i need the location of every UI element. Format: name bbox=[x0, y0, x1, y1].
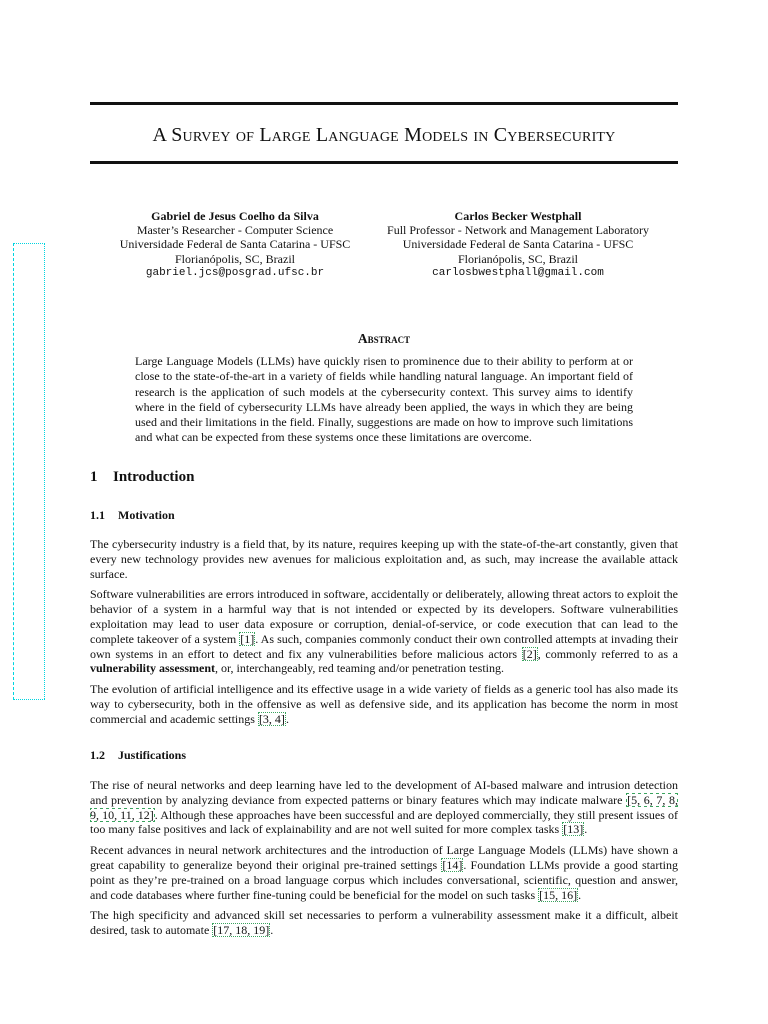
paragraph-text: Software vulnerabilities are errors introduced in software, accidentally or deliberately, allowing threat actors to exploit the behavior of a system in a harmful way that is not intended or expected by its developers. Software vulnerabilities exploitation may lead to user data exposure or corruption, denial-of-service, or code execution that can lead to the complete takeover of a system bbox=[90, 587, 678, 646]
author-location: Florianópolis, SC, Brazil bbox=[458, 251, 578, 266]
author-name: Carlos Becker Westphall bbox=[454, 209, 582, 223]
title-rule-bottom bbox=[90, 161, 678, 164]
abstract-text: Large Language Models (LLMs) have quickly risen to prominence due to their ability to perform at or close to the state-of-the-art in a variety of fields while handling natural language. An important field of research is the application of such models at the cybersecurity context. This survey aims to identify where in the field of cybersecurity LLMs have already been applied, the ways in which they are being used and their limitations in the field. Finally, suggestions are made on how to improve such limitations and what can be expected from these systems once these limitations are overcome. bbox=[135, 354, 633, 445]
author-role: Full Professor - Network and Management Laboratory bbox=[387, 223, 649, 238]
subsection-title: Motivation bbox=[118, 508, 175, 522]
subsection-number: 1.1 bbox=[90, 508, 105, 522]
abstract-body bbox=[135, 354, 633, 446]
citation-link[interactable]: [3, 4] bbox=[258, 711, 285, 726]
paragraph bbox=[90, 587, 678, 676]
citation-link[interactable]: [17, 18, 19] bbox=[213, 923, 270, 938]
author-block-2 bbox=[368, 209, 668, 280]
paragraph-text: Recent advances in neural network architectures and the introduction of Large Language Models (LLMs) have shown a great capability to generalize beyond their original pre-trained settings bbox=[90, 843, 678, 872]
citation-link[interactable]: [13] bbox=[563, 822, 584, 837]
paragraph-text: . bbox=[578, 887, 582, 902]
author-email[interactable]: gabriel.jcs@posgrad.ufsc.br bbox=[145, 266, 325, 279]
title-rule-top bbox=[90, 102, 678, 105]
paper-title: A Survey of Large Language Models in Cybersecurity bbox=[152, 124, 616, 146]
section-heading-introduction bbox=[90, 469, 194, 486]
bold-term: vulnerability assessment bbox=[90, 661, 216, 676]
author-affiliation: Universidade Federal de Santa Catarina - UFSC bbox=[119, 237, 351, 252]
paragraph-text: . bbox=[270, 923, 274, 938]
paragraph bbox=[90, 908, 678, 938]
paragraph-text: The evolution of artificial intelligence and its effective usage in a wide variety of fields as a generic tool has also made its way to cybersecurity, both in the offensive as well as defensive side, and its application has become the norm in most commercial and academic settings bbox=[90, 682, 678, 726]
paragraph-text: The high specificity and advanced skill set necessaries to perform a vulnerability assessment make it a difficult, albeit desired, task to automate bbox=[90, 908, 678, 938]
motivation-body bbox=[90, 537, 678, 727]
paragraph-text: . bbox=[285, 711, 289, 726]
citation-link[interactable]: [14] bbox=[442, 857, 463, 872]
justifications-body bbox=[90, 778, 678, 938]
paragraph-text: . Although these approaches have been successful and are deployed commercially, they still present issues of too many false positives and lack of explainability and are not well suited for more complex tasks bbox=[90, 807, 678, 837]
paragraph bbox=[90, 843, 678, 902]
citation-link[interactable]: [5, 6, 7, 8, 9, 10, 11, 12] bbox=[90, 792, 679, 822]
section-number: 1 bbox=[90, 469, 98, 485]
paragraph-text: . bbox=[584, 822, 588, 837]
subsection-title: Justifications bbox=[118, 748, 187, 762]
paragraph bbox=[90, 778, 678, 837]
abstract-heading: Abstract bbox=[357, 331, 411, 346]
paragraph-text: . As such, companies commonly conduct their own controlled attempts at invading their own systems in an effort to detect and fix any vulnerabilities before malicious actors bbox=[90, 631, 678, 661]
section-title: Introduction bbox=[113, 469, 195, 485]
paragraph bbox=[90, 537, 678, 581]
author-affiliation: Universidade Federal de Santa Catarina - UFSC bbox=[402, 237, 634, 252]
paragraph-text: The cybersecurity industry is a field that, by its nature, requires keeping up with the state-of-the-art constantly, given that every new technology provides new avenues for malicious exploitation and, as such, may increase the available attack surface. bbox=[90, 537, 678, 581]
author-location: Florianópolis, SC, Brazil bbox=[175, 251, 295, 266]
author-name: Gabriel de Jesus Coelho da Silva bbox=[151, 209, 319, 223]
paragraph-text: , commonly referred to as a bbox=[537, 646, 678, 661]
paragraph-text: , or, interchangeably, red teaming and/or penetration testing. bbox=[215, 661, 504, 676]
paragraph bbox=[90, 682, 678, 726]
paragraph-text: The rise of neural networks and deep learning have led to the development of AI-based malware and intrusion detection and prevention by analyzing deviance from expected patterns or binary features which may indicate malware bbox=[90, 778, 678, 807]
citation-link[interactable]: [2] bbox=[522, 646, 537, 661]
citation-link[interactable]: [15, 16] bbox=[539, 887, 578, 902]
subsection-number: 1.2 bbox=[90, 748, 105, 762]
citation-link[interactable]: [1] bbox=[240, 631, 255, 646]
author-block-1 bbox=[95, 209, 375, 280]
author-role: Master’s Researcher - Computer Science bbox=[136, 223, 334, 238]
paragraph-text: . Foundation LLMs provide a good starting point as they’re pre-trained on a broad language corpus which includes conversational, scientific, question and answer, and code databases where further fine-tuning could be beneficial for the model on such tasks bbox=[90, 857, 678, 902]
subsection-heading-justifications bbox=[90, 748, 186, 763]
author-email[interactable]: carlosbwestphall@gmail.com bbox=[432, 266, 604, 279]
margin-annotation-box bbox=[13, 243, 45, 700]
subsection-heading-motivation bbox=[90, 508, 175, 523]
